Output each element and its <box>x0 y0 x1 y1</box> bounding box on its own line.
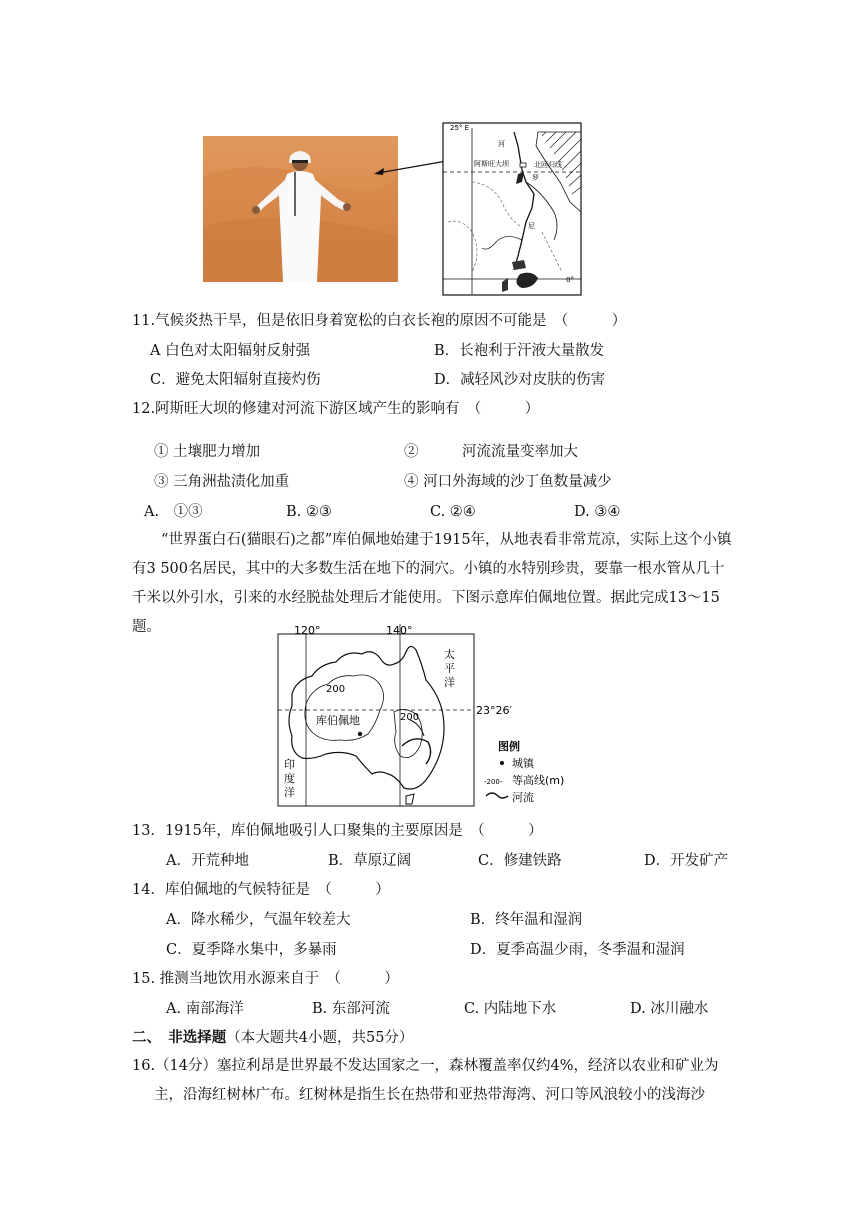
passage-coober-pedy: “世界蛋白石(猫眼石)之都”库伯佩地始建于1915年，从地表看非常荒凉，实际上这个小镇有3 500名居民，其中的大多数生活在地下的洞穴。小镇的水特别珍贵，要靠一根水管从几十千米以外引水，引来的水经脱盐处理后才能使用。下图示意库伯佩地位置。据此完成13～15题。 <box>132 532 732 635</box>
q11-stem: 11.气候炎热干旱，但是依旧身着宽松的白衣长袍的原因不可能是 （ ） <box>132 313 627 329</box>
legend-title: 图例 <box>498 740 520 753</box>
q12-statement-4: ④ 河口外海域的沙丁鱼数量减少 <box>404 474 612 490</box>
q11-option-c[interactable]: C．避免太阳辐射直接灼伤 <box>150 372 321 388</box>
aus-ocean-indian-2: 度 <box>284 772 295 785</box>
legend-town: 城镇 <box>512 757 534 770</box>
aus-lon-120: 120° <box>294 624 321 637</box>
q13-option-a[interactable]: A．开荒种地 <box>166 853 249 869</box>
q14-option-d[interactable]: D．夏季高温少雨，冬季温和湿润 <box>470 942 685 958</box>
aus-contour-2: 200 <box>400 712 420 723</box>
q15-option-d[interactable]: D. 冰川融水 <box>630 1001 709 1017</box>
q15-option-b[interactable]: B. 东部河流 <box>312 1001 390 1017</box>
q12-option-d[interactable]: D. ③④ <box>574 504 621 520</box>
map-label-lon: 25° E <box>450 124 470 132</box>
q14-option-a[interactable]: A．降水稀少，气温年较差大 <box>166 912 351 928</box>
q15-option-a[interactable]: A. 南部海洋 <box>166 1001 244 1017</box>
aus-contour-1: 200 <box>326 684 346 695</box>
q13-option-d[interactable]: D．开发矿产 <box>644 853 729 869</box>
map-label-ni: 尼 <box>528 222 535 230</box>
map-label-river: 河 <box>498 140 505 148</box>
q16-body: 16.（14分）塞拉利昂是世界最不发达国家之一，森林覆盖率仅约4%，经济以农业和矿业为主，沿海红树林广布。红树林是指生长在热带和亚热带海湾、河口等风浪较小的浅海沙 <box>132 1058 719 1103</box>
legend-contour-sample: -200- <box>484 778 503 786</box>
q12-statement-3: ③ 三角洲盐渍化加重 <box>154 474 290 490</box>
q12-option-c[interactable]: C. ②④ <box>430 504 476 520</box>
section2-note: （本大题共4小题，共55分） <box>226 1030 414 1046</box>
q14-option-b[interactable]: B．终年温和湿润 <box>470 912 583 928</box>
q14-stem: 14．库伯佩地的气候特征是 （ ） <box>132 882 390 898</box>
legend-river: 河流 <box>512 791 534 804</box>
map-label-eq: 0° <box>566 276 574 284</box>
q12-statement-2: ② 河流流量变率加大 <box>404 444 578 460</box>
aus-ocean-indian-3: 洋 <box>284 786 295 799</box>
q11-option-d[interactable]: D．减轻风沙对皮肤的伤害 <box>434 372 606 388</box>
desert-photo <box>203 136 398 282</box>
section2-header <box>132 1029 413 1047</box>
nile-map <box>442 122 582 296</box>
q12-stem: 12.阿斯旺大坝的修建对河流下游区域产生的影响有 （ ） <box>132 401 540 417</box>
q13-stem: 13．1915年，库伯佩地吸引人口聚集的主要原因是 （ ） <box>132 823 543 839</box>
q13-option-c[interactable]: C．修建铁路 <box>478 853 562 869</box>
q15-stem: 15. 推测当地饮用水源来自于 （ ） <box>132 971 399 987</box>
q12-statement-1: ① 土壤肥力增加 <box>154 444 261 460</box>
australia-map <box>276 624 590 808</box>
aus-lon-140: 140° <box>386 624 413 637</box>
section2-heading: 二、 非选择题 <box>132 1029 227 1046</box>
q12-option-a[interactable]: A. ①③ <box>144 504 203 520</box>
q12-option-b[interactable]: B. ②③ <box>286 504 332 520</box>
q15-option-c[interactable]: C. 内陆地下水 <box>464 1001 557 1017</box>
legend-contour: 等高线(m) <box>512 774 565 787</box>
map-label-tropic: 北回归线 <box>534 161 562 169</box>
q11-option-b[interactable]: B．长袍利于汗液大量散发 <box>434 343 605 359</box>
aus-tropic-label: 23°26′ <box>476 704 512 717</box>
q16-text <box>132 1052 732 1110</box>
aus-town-label: 库伯佩地 <box>316 714 360 727</box>
map-label-luo: 罗 <box>532 174 539 182</box>
q13-option-b[interactable]: B．草原辽阔 <box>328 853 412 869</box>
aus-ocean-indian-1: 印 <box>284 758 295 771</box>
map-label-dam: 阿斯旺大坝 <box>474 160 509 168</box>
aus-ocean-pacific-2: 平 <box>444 662 455 675</box>
aus-ocean-pacific-3: 洋 <box>444 676 455 689</box>
q14-option-c[interactable]: C．夏季降水集中，多暴雨 <box>166 942 337 958</box>
q11-option-a[interactable]: A 白色对太阳辐射反射强 <box>150 343 311 359</box>
aus-ocean-pacific-1: 太 <box>444 648 455 661</box>
